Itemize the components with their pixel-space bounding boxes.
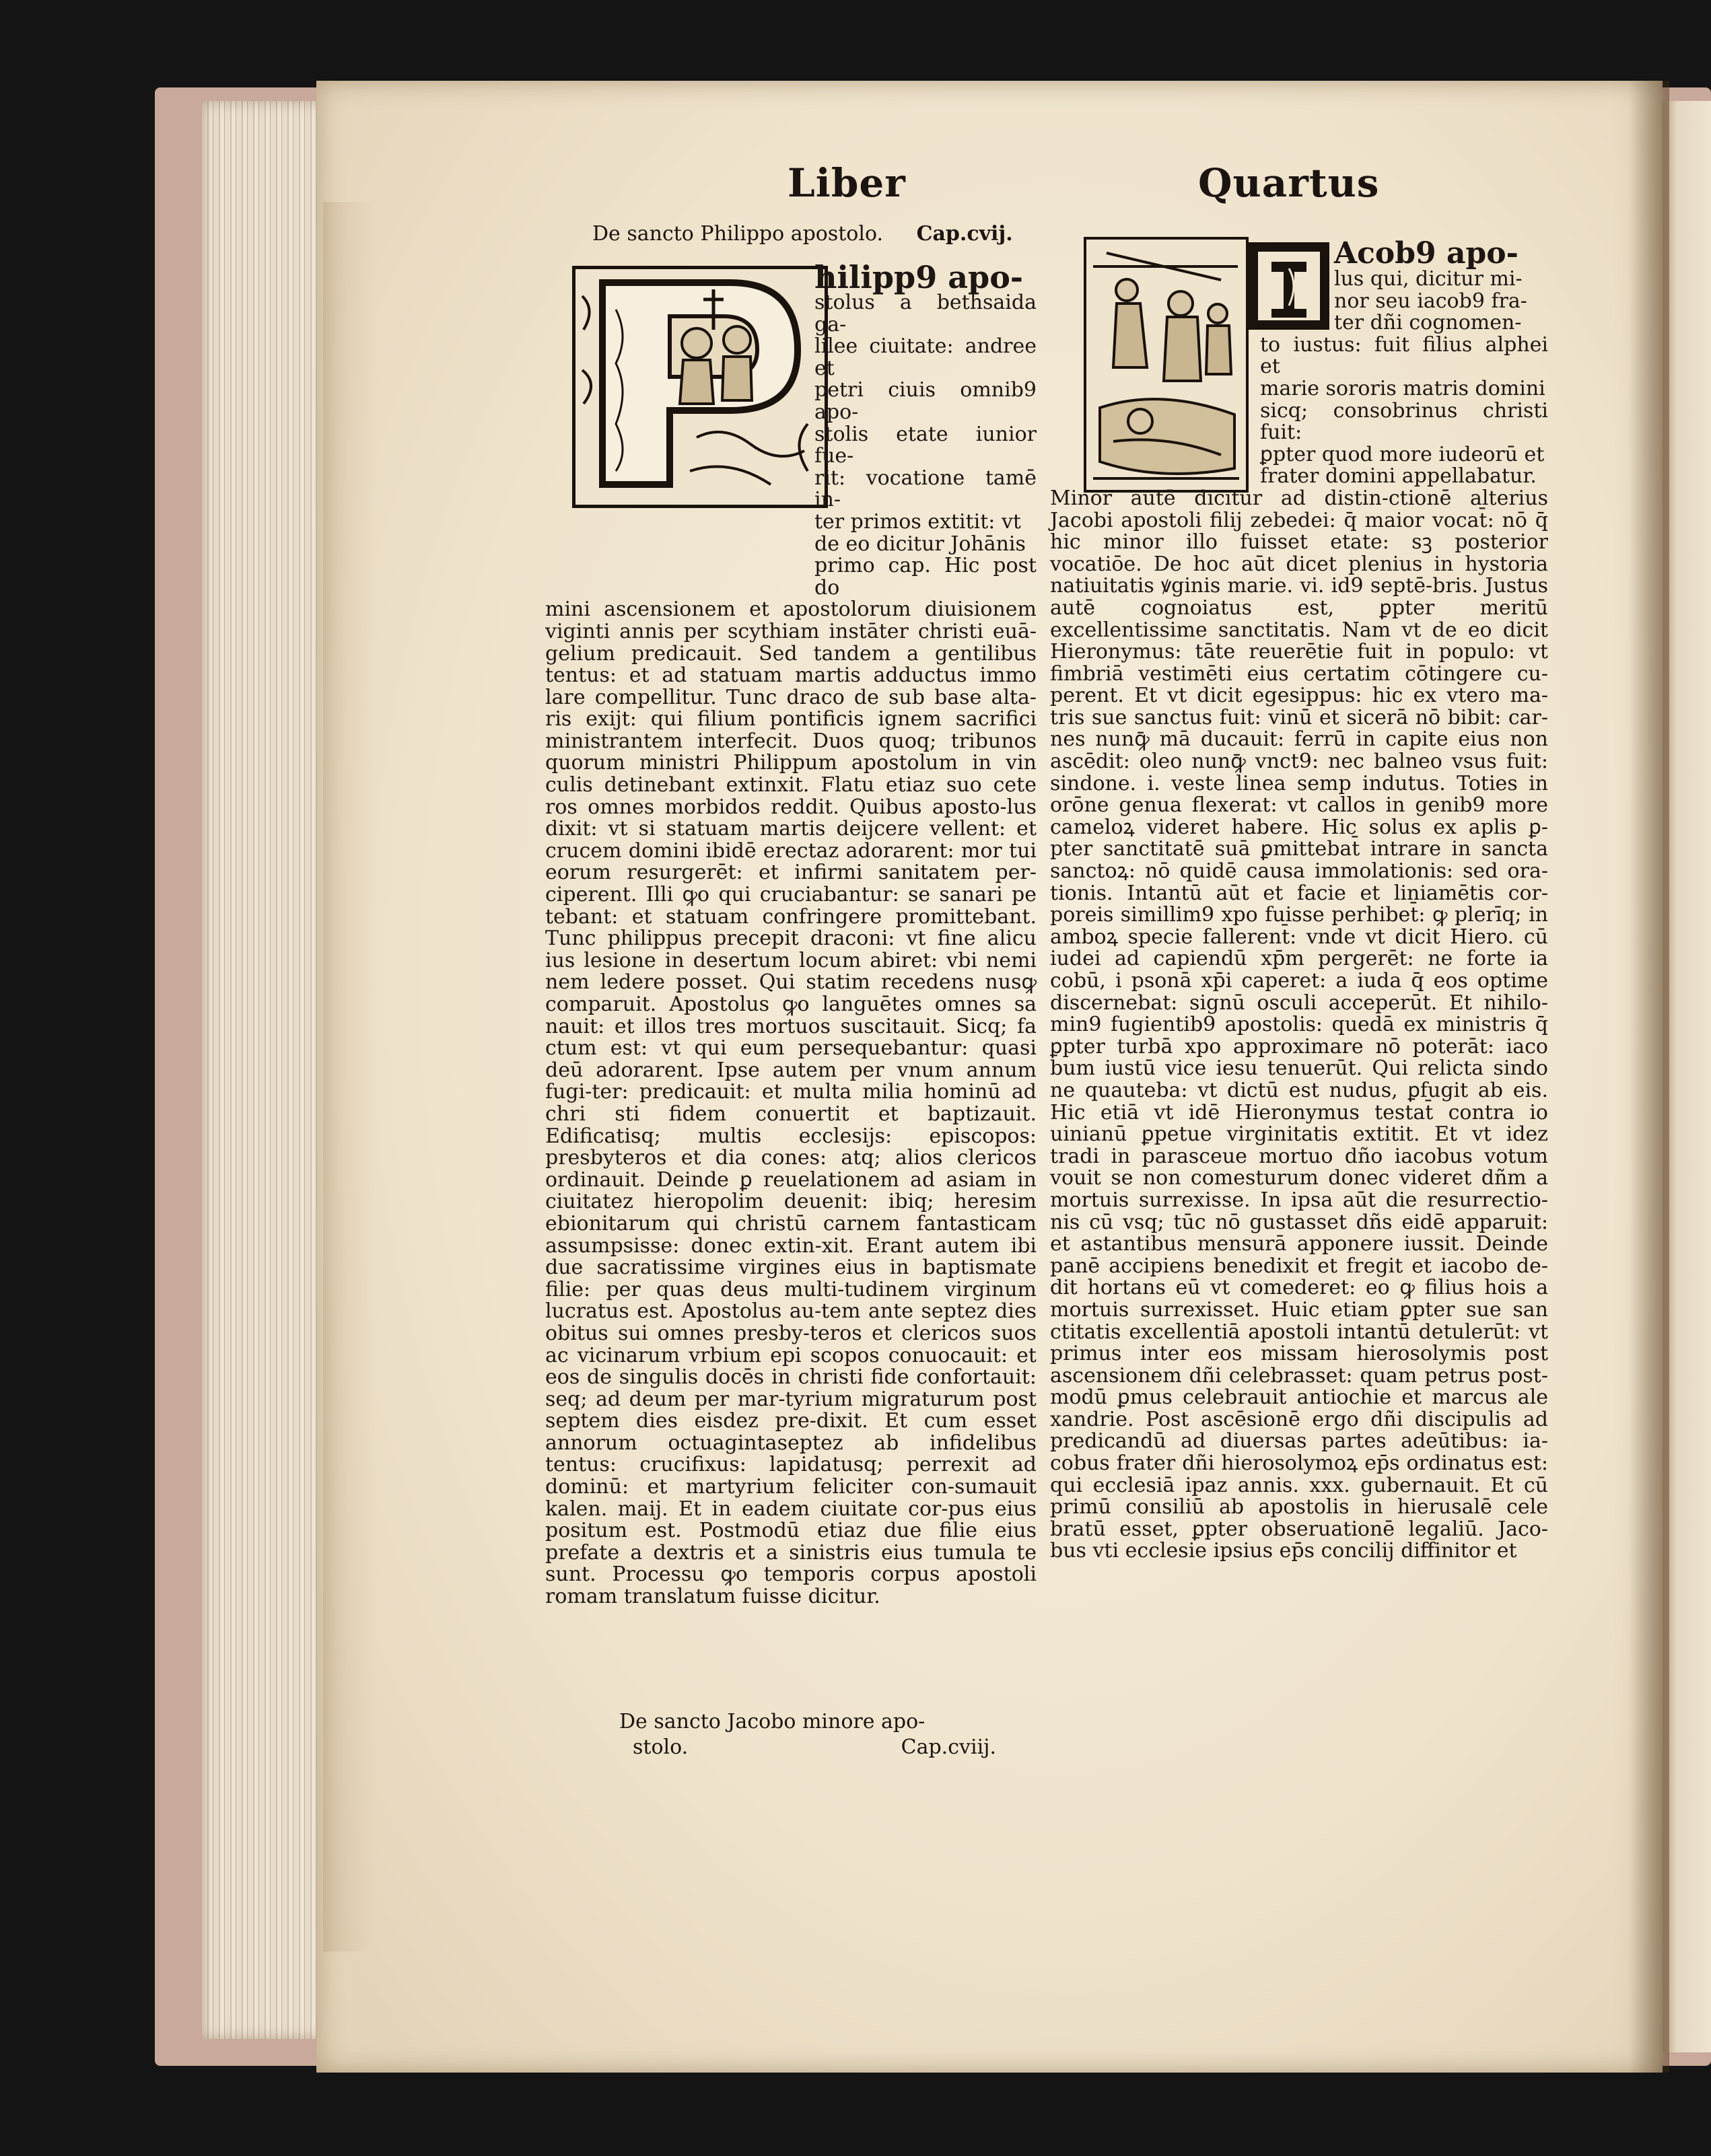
chapter-number: Cap.cviij. xyxy=(901,1735,996,1759)
stain xyxy=(323,202,377,1951)
text-line: petri ciuis omnib9 apo- xyxy=(814,378,1037,424)
text-line: ter primos extitit: vt xyxy=(814,509,1021,534)
text-line: hilipp9 apo- xyxy=(814,259,1023,295)
text-line: lus qui, dicitur mi- xyxy=(1334,267,1523,291)
chapter-title-line2 xyxy=(619,1735,996,1760)
right-page-edge xyxy=(1663,101,1711,2052)
jacob-body-text: Minor autē dicitur ad distin-ctionē alterius Jacobi apostoli filij zebedei: q̄ maior vocat̄: nō q̄ hic minor illo fuisset etate: sꝫ posterior vocatiōe. De hoc aūt dicet plenius in hystoria natiuitatis ꝟginis marie. vi. id9 septē-bris. Justus autē cognoiatus est, ꝑpter meritū excellentissime sanctitatis. Nam vt de eo dicit Hieronymus: tāte reuerētie fuit in populo: vt fimbriā vestimēti eius certatim cōtingere cu-perent. Et vt dicit egesippus: hic ex vtero ma-tris sue sanctus fuit: vinū et sicerā nō bibit: car-nes nunꝙ̄ mā ducauit: ferrū in capite eius non ascēdit: oleo nunꝙ̄ vnct9: nec balneo vsus fuit: sindone. i. veste linea semp indutus. Toties in orōne genua flexerat: vt callos in genib9 more cameloꝝ videret habere. Hic solus ex aplis ꝑ-pter sanctitatē suā ꝑmittebat̄ intrare in sancta sanctoꝝ: nō quidē causa immolationis: sed ora-tionis. Intantū aūt et facie et liniamētis cor-poreis simillim9 xpo fuisse perhibet̄: ꝙ plerīq; in amboꝝ specie fallerent̄: vnde vt dicit Hiero. cū iudei ad capiendū xp̄m pergerēt: ne forte ia cobū, i psonā xp̄i caperet: a iuda q̄ eos optime discernebat: signū osculi acceperūt. Et nihilo-min9 fugientib9 apostolis: quedā ex ministris q̄ ꝑpter turbā xpo approximare nō poterāt: iaco bum iustū vice iesu tenuerūt. Qui relicta sindo ne quauteba: vt dictū est nudus, ꝑfugit ab eis. Hic etiā vt idē Hieronymus testat̄ contra io uinianū ꝑpetue virginitatis extitit. Et vt idez tradi in parasceue mortuo dño iacobus votum vouit se non comesturum donec videret dñm a mortuis surrexisse. In ipsa aūt die resurrectio-nis cū vsq; tūc nō gustasset dñs eidē apparuit: et astantibus mensurā apponere iussit. Deinde panē accipiens benedixit et fregit et iacobo de-dit hortans eū vt comederet: eo ꝙ filius hois a mortuis surrexisset. Huic etiam ꝑpter sue san ctitatis excellentiā apostoli intantū detulerūt: vt primus inter eos missam hierosolymis post ascensionem dñi celebrasset: quam petrus post-modū ꝑmus celebrauit antiochie et marcus ale xandrie. Post ascēsionē ergo dñi discipulis ad predicandū ad diuersas partes adeūtibus: ia-cobus frater dñi hierosolymoꝝ ep̄s ordinatus est: qui ecclesiā ipaz annis. xxx. gubernauit. Et cū primū consiliū ab apostolis in hierusalē cele bratū esset, ꝑpter obseruationē legaliū. Jaco-bus vti ecclesie ipsius ep̄s concilij diffinitor et xyxy=(1050,486,1548,1563)
text-line: sicq; consobrinus christi fuit: xyxy=(1260,398,1548,445)
running-head-right: Quartus xyxy=(1198,160,1380,206)
page-edges xyxy=(202,101,330,2039)
gutter-shadow xyxy=(1629,81,1669,2073)
chapter-title-jacob xyxy=(619,1709,996,1760)
text-line: Acob9 apo- xyxy=(1334,236,1518,271)
text-line: ter dñi cognomen- xyxy=(1334,311,1522,335)
chapter-title-text: De sancto Philippo apostolo. xyxy=(592,222,884,246)
jacob-opening-lines xyxy=(1260,236,1548,489)
text-line: de eo dicitur Johānis xyxy=(814,532,1026,556)
text-line: ꝑpter quod more iudeorū et xyxy=(1260,442,1545,466)
philip-body-text: mini ascensionem et apostolorum diuisionem viginti annis per scythiam instāter christi euā-gelium predicauit. Sed tandem a gentilibus tentus: et ad statuam martis adductus immo lare compellitur. Tunc draco de sub base alta-ris exijt: qui filium pontificis ignem sacrifici ministrantem interfecit. Duos quoq; tribunos quorum ministri Philippum apostolum in vin culis detinebant extinxit. Flatu etiaz suo cete ros omnes morbidos reddit. Quibus aposto-lus dixit: vt si statuam martis deijcere vellent: et crucem domini ibidē erectaz adorarent: mor tui eorum resurgerēt: et infirmi sanitatem per-ciperent. Illi ꝙo qui cruciabantur: se sanari pe tebant: et statuam confringere promittebant. Tunc philippus precepit draconi: vt fine alicu ius lesione in desertum locum abiret: vbi nemi nem ledere posset. Qui statim recedens nusꝙ comparuit. Apostolus ꝙo languētes omnes sa nauit: et illos tres mortuos suscitauit. Sicq; fa ctum est: vt qui eum persequebantur: quasi deū adorarent. Ipse autem per vnum annum fugi-ter: predicauit: et multa milia hominū ad chri sti fidem conuertit et baptizauit. Edificatisq; multis ecclesijs: episcopos: presbyteros et dia cones: atq; alios clericos ordinauit. Deinde ꝑ reuelationem ad asiam in ciuitatez hieropolim deuenit: ibiq; heresim ebionitarum qui christū carnem fantasticam assumpsisse: donec extin-xit. Erant autem ibi due sacratissime virgines eius in baptismate filie: per quas deus multi-tudinem virginum lucratus est. Apostolus au-tem ante septez dies obitus sui omnes presby-teros et clericos suos ac vicinarum vrbium epi scopos conuocauit: et eos de singulis docēs in christi fide confortauit: seq; ad deum per mar-tyrium migraturum post septem dies eisdez pre-dixit. Et cum esset annorum octuagintaseptez ab infidelibus tentus: crucifixus: lapidatusq; perrexit ad dominū: et martyrium feliciter con-sumauit kalen. maij. Et in eadem ciuitate cor-pus eius positum est. Postmodū etiaz due filie eius prefate a dextris et a sinistris eius tumula te sunt. Processu ꝙo temporis corpus apostoli romam translatum fuisse dicitur. xyxy=(545,598,1037,1609)
left-text-column xyxy=(545,259,1037,1609)
text-line: lilee ciuitate: andree et xyxy=(814,334,1037,380)
philip-opening-lines xyxy=(814,259,1037,600)
right-text-column xyxy=(1050,236,1548,1563)
text-line: rit: vocatione tamē in- xyxy=(814,466,1037,512)
chapter-title-continuation: stolo. xyxy=(633,1735,689,1759)
chapter-title-text: De sancto Jacobo minore apo- xyxy=(619,1710,926,1733)
text-line: primo cap. Hic post do xyxy=(814,554,1037,600)
text-line: stolus a bethsaida ga- xyxy=(814,291,1037,336)
chapter-number: Cap.cvij. xyxy=(916,222,1013,246)
running-head-left: Liber xyxy=(788,160,906,206)
text-line: marie sororis matris domini xyxy=(1260,376,1545,400)
text-line: frater domini appellabatur. xyxy=(1260,464,1537,489)
text-line: stolis etate iunior fue- xyxy=(814,422,1037,468)
chapter-title-philip xyxy=(592,222,1104,246)
text-line: nor seu iacob9 fra- xyxy=(1334,289,1527,313)
text-line: to iustus: fuit filius alphei et xyxy=(1260,332,1548,379)
